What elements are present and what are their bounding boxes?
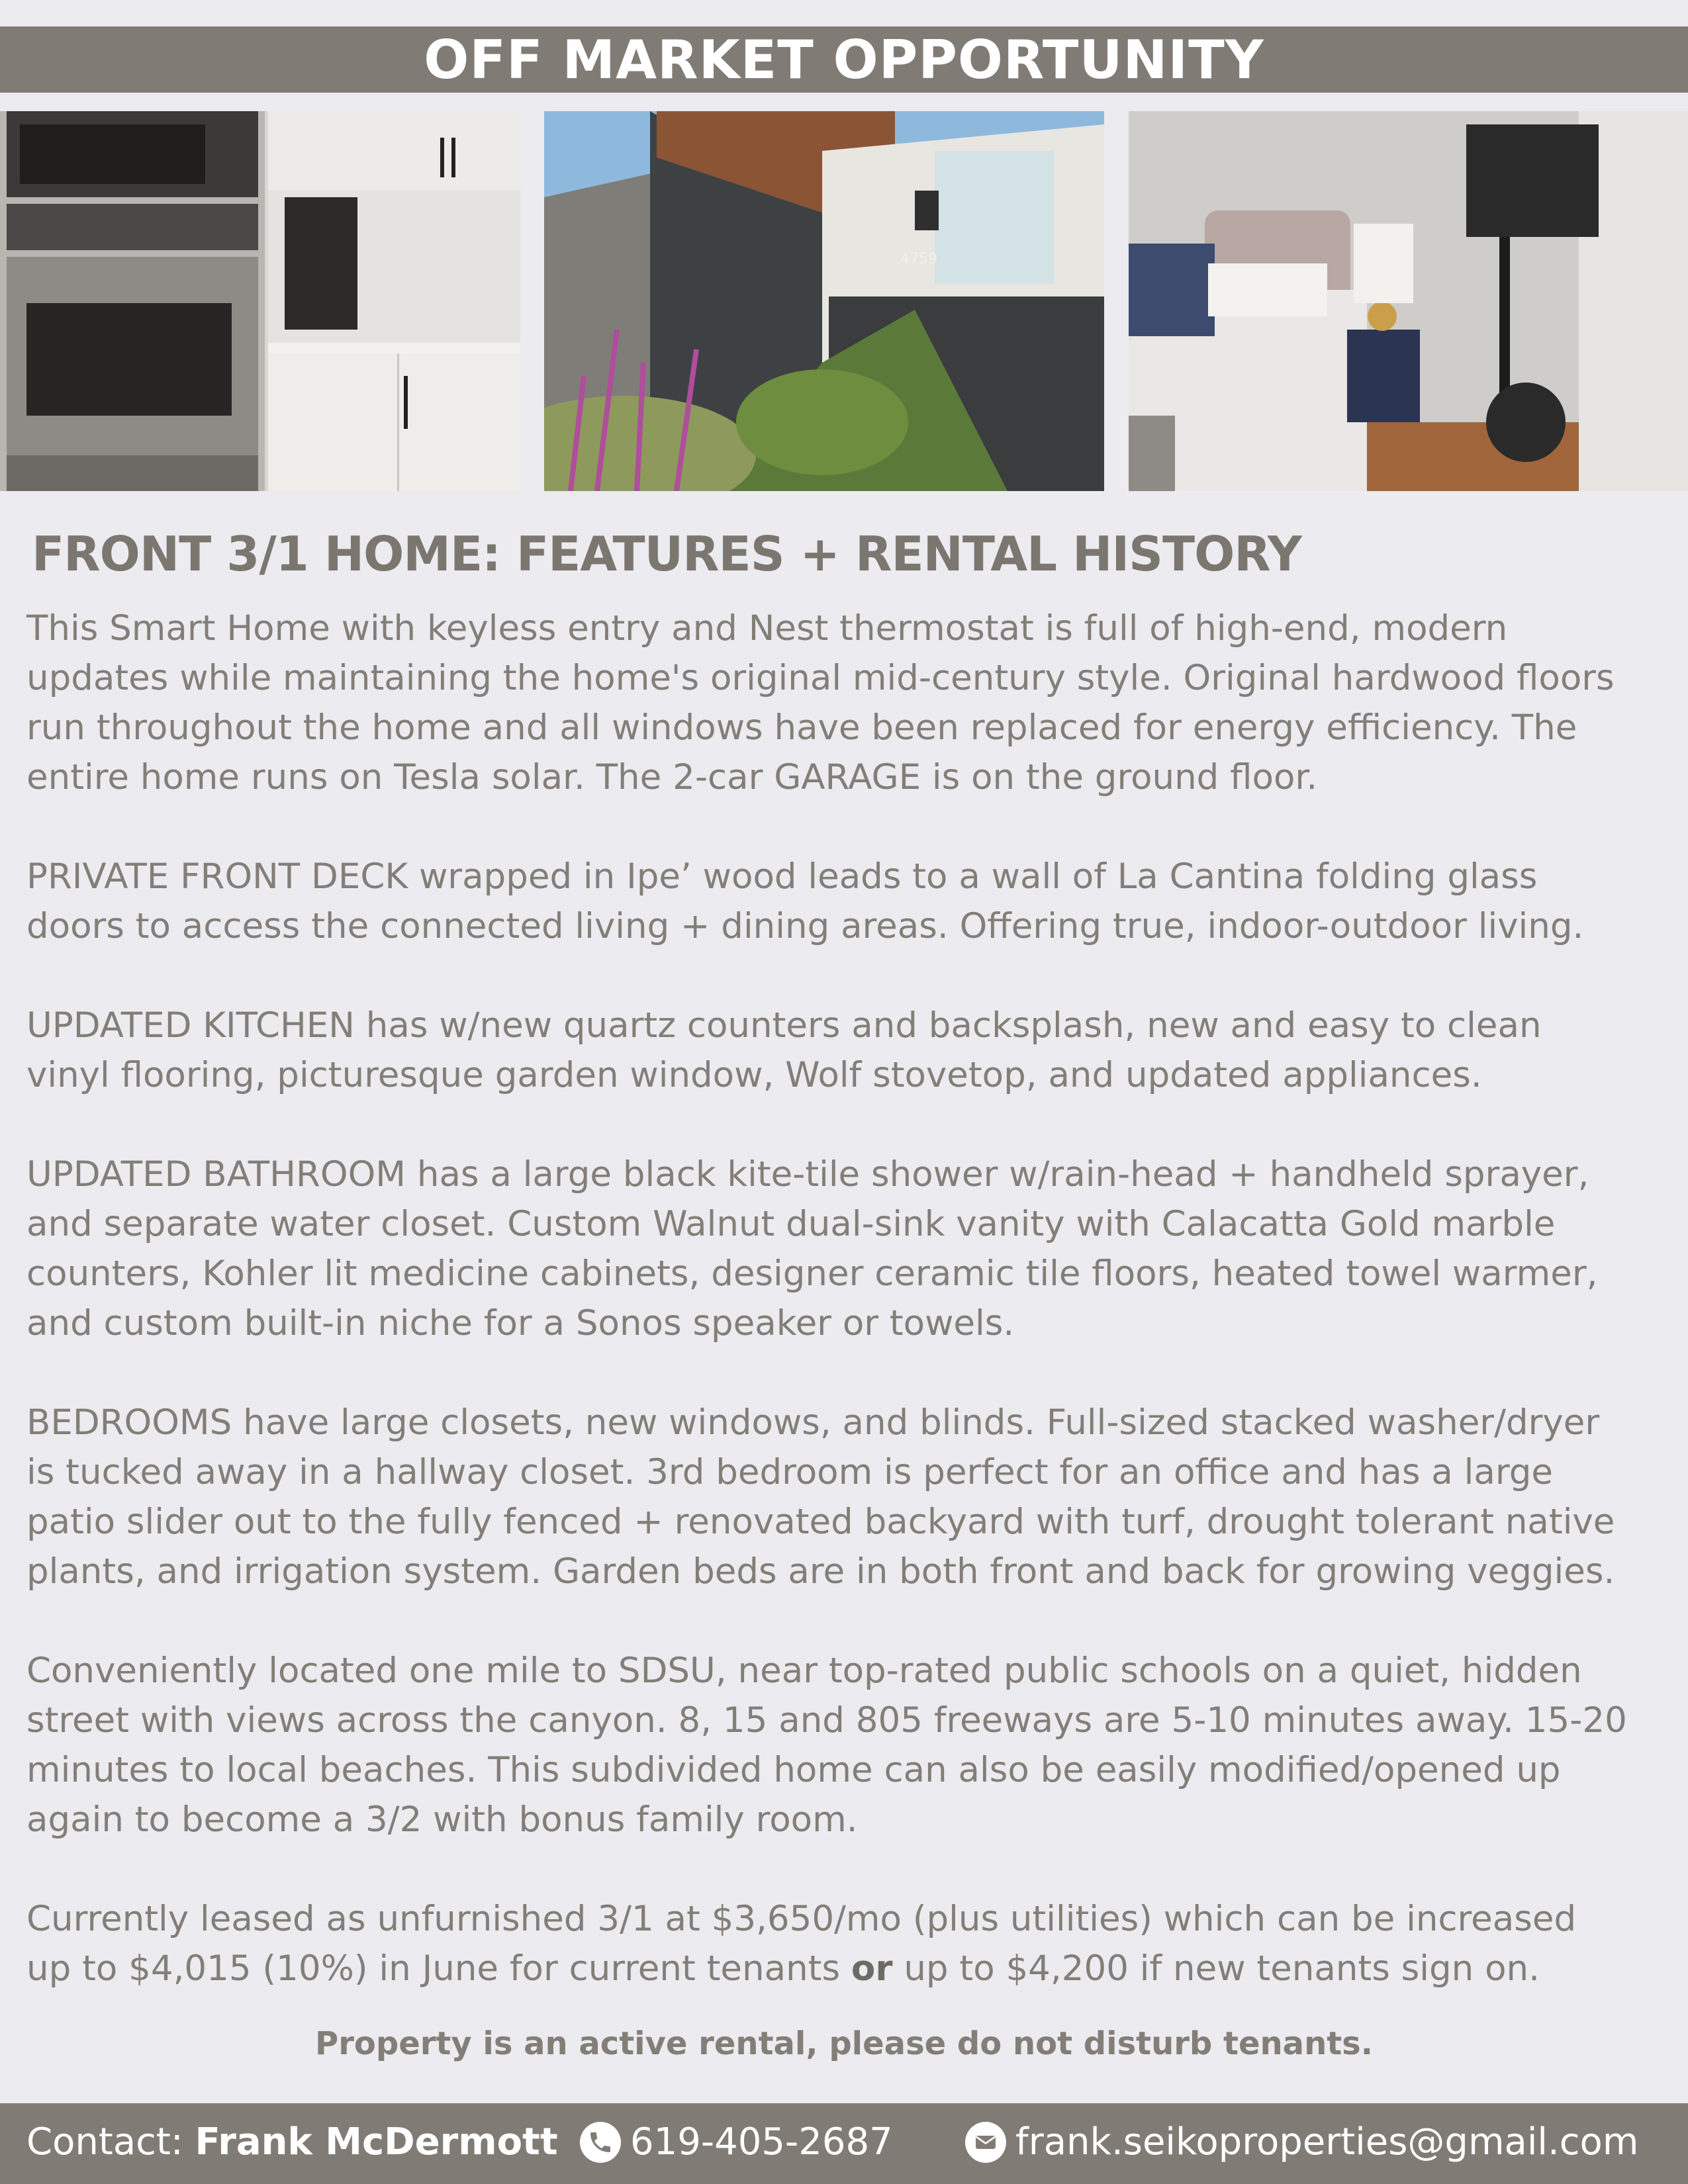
phone[interactable] (580, 2120, 893, 2163)
email[interactable] (965, 2120, 1638, 2163)
phone-icon (580, 2122, 621, 2163)
tenant-notice: Property is an active rental, please do not disturb tenants. (315, 2025, 1373, 2062)
lease-text-2: up to $4,200 if new tenants sign on. (892, 1948, 1540, 1989)
contact-name: Frank McDermott (195, 2120, 558, 2163)
contact (26, 2120, 558, 2163)
description (26, 604, 1668, 1993)
paragraph-kitchen: UPDATED KITCHEN has w/new quartz counters and backsplash, new and easy to clean vinyl flooring, picturesque garden window, Wolf stovetop, and updated appliances. (26, 1005, 1542, 1095)
paragraph-features: This Smart Home with keyless entry and Nest thermostat is full of high-end, modern updates while maintaining the home's original mid-century style. Original hardwood floors run throughout the home and all windows have been replaced for energy efficiency. The entire home runs on Tesla solar. The 2-car GARAGE is on the ground floor. (26, 608, 1615, 797)
lease-text-1: Currently leased as unfurnished 3/1 at $3,650/mo (plus utilities) which can be increased up to $4,015 (10%) in June for current tenants (26, 1899, 1577, 1989)
banner (0, 26, 1688, 93)
email-address: frank.seikoproperties@gmail.com (1015, 2120, 1639, 2163)
phone-number: 619-405-2687 (630, 2120, 893, 2163)
paragraph-bathroom: UPDATED BATHROOM has a large black kite-tile shower w/rain-head + handheld sprayer, and separate water closet. Custom Walnut dual-sink vanity with Calacatta Gold marble counters, Kohler lit medicine cabinets, designer ceramic tile floors, heated towel warmer, and custom built-in niche for a Sonos speaker or towels. (26, 1154, 1598, 1343)
section-heading: FRONT 3/1 HOME: FEATURES + RENTAL HISTORY (32, 526, 1301, 582)
lease-or: or (851, 1948, 893, 1989)
paragraph-location: Conveniently located one mile to SDSU, near top-rated public schools on a quiet, hidden street with views across the canyon. 8, 15 and 805 freeways are 5-10 minutes away. 15-20 minutes to local beaches. This subdivided home can also be easily modified/opened up again to become a 3/2 with bonus family room. (26, 1651, 1627, 1840)
footer (0, 2103, 1688, 2184)
exterior-photo (544, 111, 1104, 491)
paragraph-lease (26, 1894, 1668, 1993)
contact-label: Contact: (26, 2120, 195, 2163)
house-number: 4759 (900, 251, 937, 267)
kitchen-photo (0, 111, 520, 491)
paragraph-bedrooms: BEDROOMS have large closets, new windows, and blinds. Full-sized stacked washer/dryer is tucked away in a hallway closet. 3rd bedroom is perfect for an office and has a large patio slider out to the fully fenced + renovated backyard with turf, drought tolerant native plants, and irrigation system. Garden beds are in both front and back for growing veggies. (26, 1402, 1615, 1592)
bedroom-photo (1129, 111, 1688, 491)
banner-title: OFF MARKET OPPORTUNITY (424, 28, 1264, 91)
mail-icon (965, 2122, 1006, 2163)
paragraph-deck: PRIVATE FRONT DECK wrapped in Ipe’ wood leads to a wall of La Cantina folding glass doors to access the connected living + dining areas. Offering true, indoor-outdoor living. (26, 856, 1584, 946)
